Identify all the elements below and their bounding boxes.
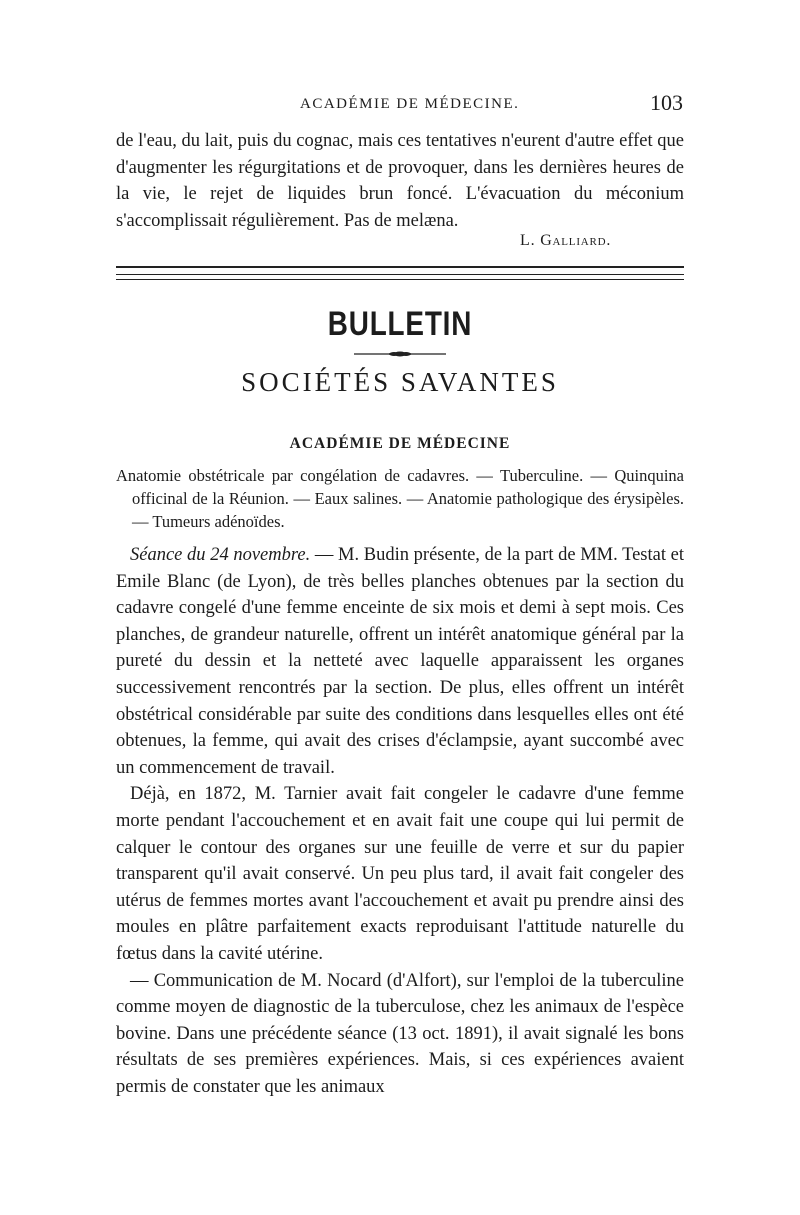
session-date: Séance du 24 novembre. xyxy=(130,545,311,565)
paragraph-seance-text: — M. Budin présente, de la part de MM. Testat et Emile Blanc (de Lyon), de très belles planches obtenues par la section du cadavre congelé d'une femme enceinte de six mois et demi à sept mois. Ces planches, de grandeur naturelle, offrent un intérêt anatomique général par la pureté du dessin et la netteté avec laquelle apparaissent les organes successivement rencontrés par la section. De plus, elles offrent un intérêt obstétrical considérable par suite des conditions dans lesquelles elles ont été obtenues, la femme, qui avait des crises d'éclampsie, ayant succombé avec un commencement de travail. xyxy=(116,545,684,778)
separator-rule-thick xyxy=(116,266,684,268)
running-title: ACADÉMIE DE MÉDECINE. xyxy=(300,96,520,112)
paragraph-tarnier: Déjà, en 1872, M. Tarnier avait fait congeler le cadavre d'une femme morte pendant l'accouchement et en avait fait une coupe qui lui permit de calquer le contour des organes sur une feuille de verre et sur du papier transparent qu'il avait conservé. Un peu plus tard, il avait fait congeler des utérus de femmes mortes avant l'accouchement et avait pu prendre ainsi des moules en plâtre parfaitement exacts reproduisant l'attitude naturelle du fœtus dans la cavité utérine. xyxy=(116,784,684,964)
body-column xyxy=(116,542,684,1100)
ornament-icon xyxy=(354,350,446,358)
separator-rule-thin-2 xyxy=(116,279,684,280)
signature-name: Galliard. xyxy=(540,232,612,249)
signature-initial: L. xyxy=(520,232,536,249)
section-title: BULLETIN xyxy=(327,305,473,343)
intro-column xyxy=(116,128,684,234)
signature xyxy=(520,232,611,250)
section-heading: ACADÉMIE DE MÉDECINE xyxy=(289,435,511,452)
intro-paragraph: de l'eau, du lait, puis du cognac, mais ces tentatives n'eurent d'autre effet que d'augmenter les régurgitations et de provoquer, dans les dernières heures de la vie, le rejet de liquides brun foncé. L'évacuation du méconium s'accomplissait régulièrement. Pas de melæna. xyxy=(116,131,684,231)
section-summary: Anatomie obstétricale par congélation de cadavres. — Tuberculine. — Quinquina officinal de la Réunion. — Eaux salines. — Anatomie pathologique des érysipèles. — Tumeurs adénoïdes. xyxy=(116,466,684,531)
page-number: 103 xyxy=(650,90,683,115)
paragraph-seance xyxy=(116,542,684,781)
separator-rule-thin xyxy=(116,274,684,275)
paragraph-nocard: — Communication de M. Nocard (d'Alfort), sur l'emploi de la tuberculine comme moyen de diagnostic de la tuberculose, chez les animaux de l'espèce bovine. Dans une précédente séance (13 oct. 1891), il avait signalé les bons résultats de ses premières expériences. Mais, si ces expériences avaient permis de constater que les animaux xyxy=(116,970,684,1097)
section-subtitle: SOCIÉTÉS SAVANTES xyxy=(241,367,559,397)
